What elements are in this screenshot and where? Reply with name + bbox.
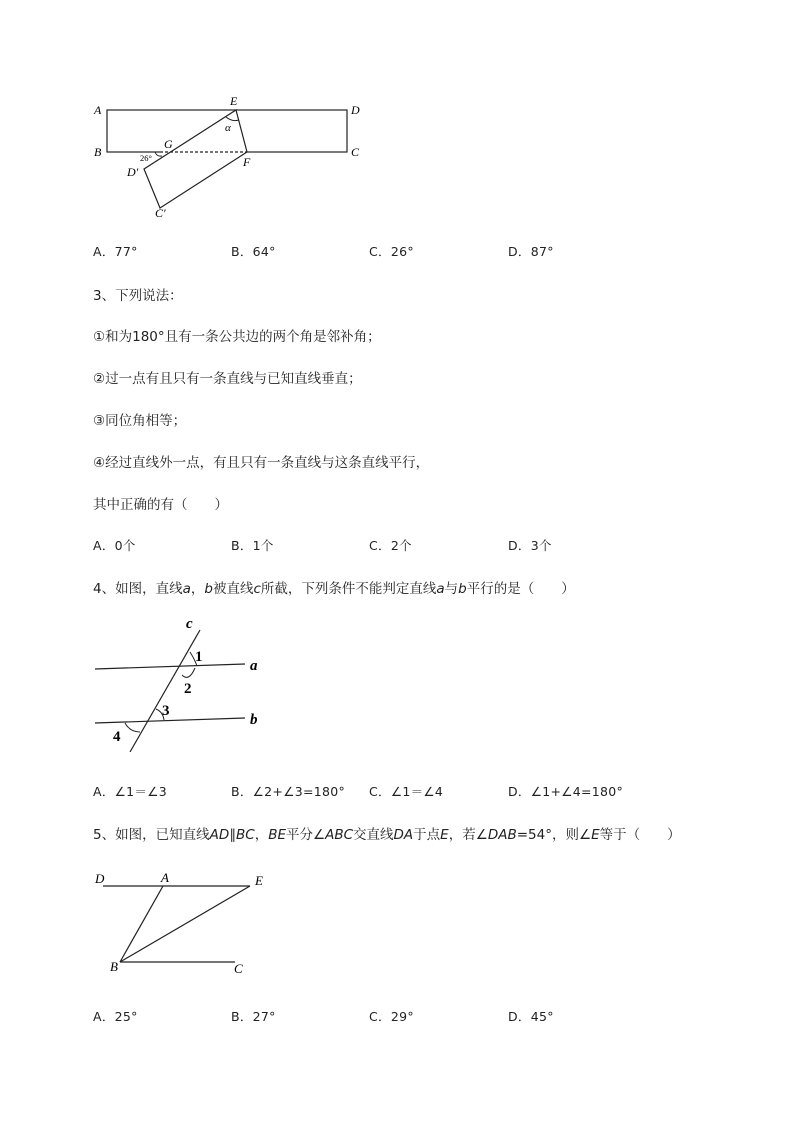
q4-stem-text: 4、如图，直线 [93,581,183,597]
label-c: c [186,616,193,632]
q2-option-c[interactable]: C．26° [369,244,414,259]
q4-option-c[interactable]: C．∠1＝∠4 [369,784,444,799]
q4-stem-text: ， [190,581,205,597]
q5-var-dab: DAB [487,827,517,843]
q4-figure [85,612,275,752]
q3-option-b[interactable]: B．1个 [231,538,274,553]
q3-item-2: ②过一点有且只有一条直线与已知直线垂直； [93,371,362,387]
alpha-arc [226,117,239,121]
label-b: b [250,712,258,728]
q5-stem-text: =54°，则∠ [516,827,592,843]
q5-stem-text: 于点 [413,827,441,843]
label-a: a [250,658,258,674]
label-C: C [351,145,360,159]
angle-2-arc [182,668,195,677]
q5-var-bc: BC [235,827,255,843]
q3-option-d[interactable]: D．3个 [508,538,552,553]
line-b [95,718,245,723]
label-B: B [110,959,118,974]
q3-title: 3、下列说法： [93,288,183,304]
q5-stem-text: 交直线 [353,827,394,843]
line-a [95,664,245,669]
q4-var-c: c [253,581,261,597]
q4-var-b: b [204,581,213,597]
folded-part [144,110,247,208]
q5-var-da: DA [393,827,414,843]
label-D-prime: D′ [127,165,139,179]
q3-item-3: ③同位角相等； [93,413,187,429]
q5-var-ad: AD [209,827,230,843]
q5-option-d[interactable]: D．45° [508,1009,554,1024]
q4-stem-text: 平行的是（ ） [466,581,575,597]
label-C-prime: C′ [155,206,166,220]
q5-stem [93,823,681,843]
q3-item-4: ④经过直线外一点，有且只有一条直线与这条直线平行， [93,455,430,471]
q5-option-b[interactable]: B．27° [231,1009,276,1024]
q4-var-a: a [182,581,191,597]
q4-stem-text: 所截，下列条件不能判定直线 [260,581,437,597]
label-B: B [94,145,102,159]
q5-var-e: E [591,827,600,843]
q5-option-a[interactable]: A．25° [93,1009,138,1024]
q4-option-d[interactable]: D．∠1+∠4=180° [508,784,624,799]
label-A: A [161,870,169,885]
q5-stem-text: 等于（ ） [599,827,681,843]
angle-4-arc [125,723,140,732]
label-E: E [230,94,238,108]
q5-stem-text: 5、如图，已知直线 [93,827,210,843]
label-D: D [351,103,360,117]
label-2: 2 [184,681,192,697]
q2-option-b[interactable]: B．64° [231,244,276,259]
label-3: 3 [162,703,170,719]
q2-option-a[interactable]: A．77° [93,244,138,259]
q2-figure [85,90,375,225]
q4-stem-text: 与 [444,581,459,597]
q5-stem-text: ， [254,827,269,843]
label-A: A [94,103,102,117]
q5-figure [85,865,280,980]
q4-var-b: b [458,581,467,597]
label-26-deg: 26° [140,153,152,163]
q5-parallel-symbol: ∥ [229,827,236,843]
q4-option-a[interactable]: A．∠1＝∠3 [93,784,167,799]
q3-item-1: ①和为180°且有一条公共边的两个角是邻补角； [93,329,381,345]
label-E: E [255,873,263,888]
q5-stem-text: 平分∠ [285,827,326,843]
line-ab [120,886,163,962]
label-G: G [164,137,173,151]
label-alpha: α [225,122,231,134]
q3-question: 其中正确的有（ ） [93,497,228,513]
q4-var-a: a [436,581,445,597]
q5-option-c[interactable]: C．29° [369,1009,414,1024]
label-F: F [243,155,251,169]
q5-var-abc: ABC [325,827,354,843]
q4-option-b[interactable]: B．∠2+∠3=180° [231,784,346,799]
q5-var-be: BE [268,827,286,843]
label-D: D [95,871,105,886]
q3-option-c[interactable]: C．2个 [369,538,412,553]
q5-var-e: E [440,827,449,843]
q5-stem-text: ，若∠ [448,827,488,843]
q4-stem [93,577,575,597]
label-C: C [234,961,243,976]
q4-stem-text: 被直线 [212,581,254,597]
label-1: 1 [195,649,203,665]
q3-option-a[interactable]: A．0个 [93,538,136,553]
label-4: 4 [113,729,121,745]
q2-option-d[interactable]: D．87° [508,244,554,259]
line-be [120,886,250,962]
